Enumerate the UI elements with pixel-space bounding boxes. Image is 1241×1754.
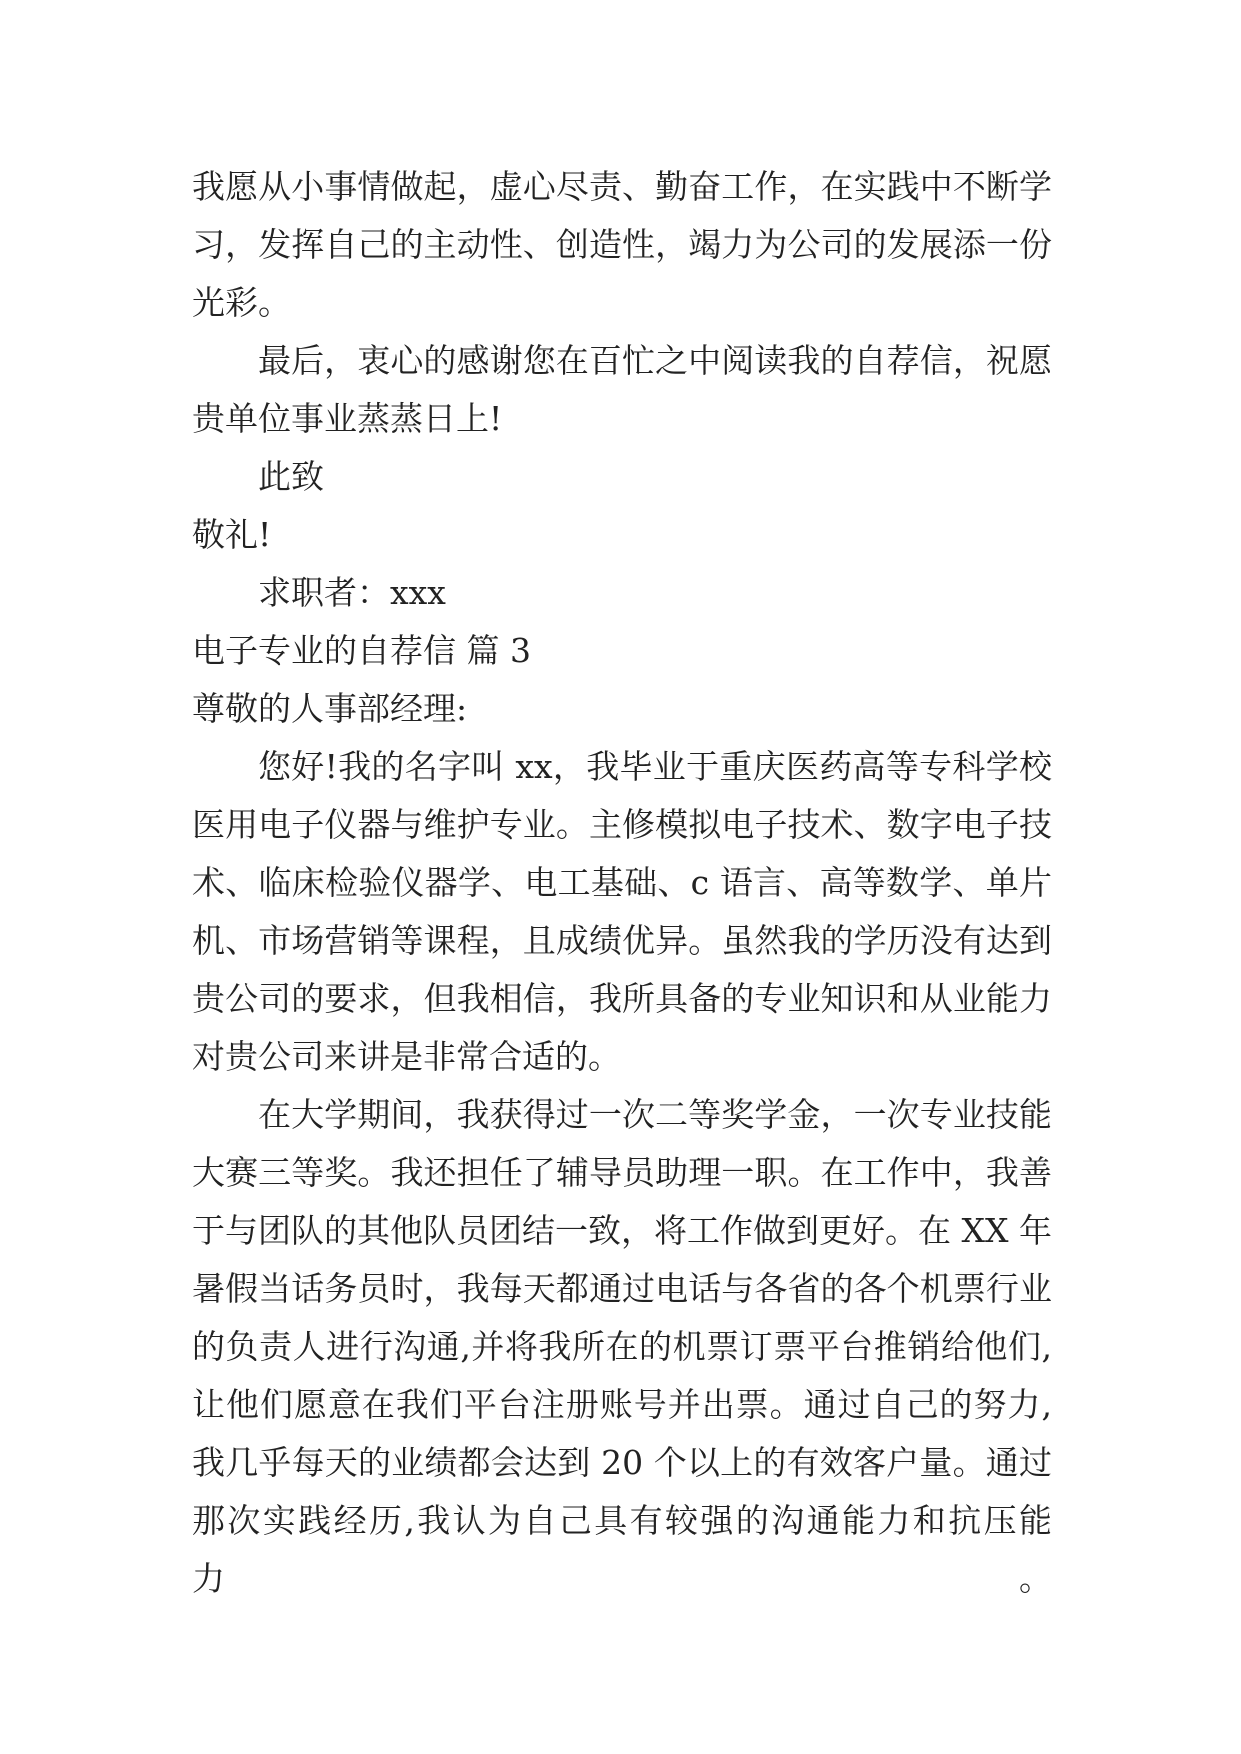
section-heading: 电子专业的自荐信 篇 3 (192, 631, 531, 670)
text-line: 机、市场营销等课程，且成绩优异。虽然我的学历没有达到 (192, 921, 1052, 960)
text-line: 术、临床检验仪器学、电工基础、c 语言、高等数学、单片 (192, 863, 1052, 902)
text-line: 的负责人进行沟通,并将我所在的机票订票平台推销给他们, (192, 1327, 1052, 1366)
closing-respect: 敬礼! (192, 515, 272, 554)
greeting-line: 尊敬的人事部经理: (192, 689, 468, 728)
text-line: 让他们愿意在我们平台注册账号并出票。通过自己的努力, (192, 1385, 1052, 1424)
text-line: 在大学期间，我获得过一次二等奖学金，一次专业技能 (258, 1095, 1052, 1134)
text-line: 贵单位事业蒸蒸日上! (192, 399, 503, 438)
text-line: 我愿从小事情做起，虚心尽责、勤奋工作，在实践中不断学 (192, 167, 1052, 206)
text-line: 于与团队的其他队员团结一致，将工作做到更好。在 XX 年 (192, 1211, 1052, 1250)
closing-salutation: 此致 (258, 457, 324, 496)
text-line: 我几乎每天的业绩都会达到 20 个以上的有效客户量。通过 (192, 1443, 1052, 1482)
text-line: 大赛三等奖。我还担任了辅导员助理一职。在工作中，我善 (192, 1153, 1052, 1192)
signature-line: 求职者：xxx (258, 573, 446, 612)
text-line: 光彩。 (192, 283, 291, 322)
document-body (192, 158, 1052, 1598)
text-line: 习，发挥自己的主动性、创造性，竭力为公司的发展添一份 (192, 225, 1052, 264)
text-line: 医用电子仪器与维护专业。主修模拟电子技术、数字电子技 (192, 805, 1052, 844)
text-line: 最后，衷心的感谢您在百忙之中阅读我的自荐信，祝愿 (258, 341, 1052, 380)
text-line: 对贵公司来讲是非常合适的。 (192, 1037, 621, 1076)
text-line: 暑假当话务员时，我每天都通过电话与各省的各个机票行业 (192, 1269, 1052, 1308)
text-line: 那次实践经历,我认为自己具有较强的沟通能力和抗压能力。 (192, 1501, 1052, 1598)
text-line: 贵公司的要求，但我相信，我所具备的专业知识和从业能力 (192, 979, 1052, 1018)
text-line: 您好!我的名字叫 xx，我毕业于重庆医药高等专科学校 (258, 747, 1052, 786)
